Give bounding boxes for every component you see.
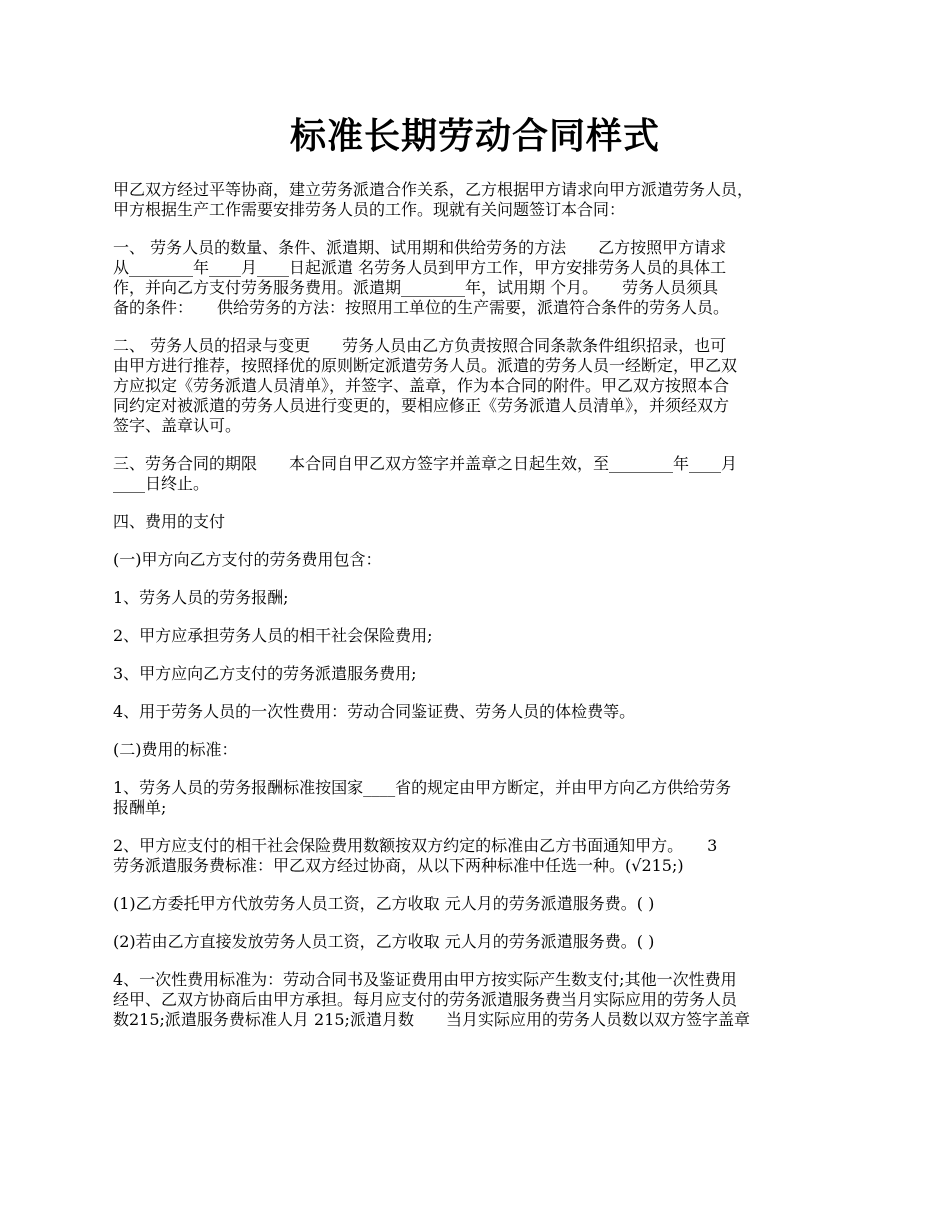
paragraph-line: 同约定对被派遣的劳务人员进行变更的，要相应修正《劳务派遣人员清单》，并须经双方 bbox=[113, 396, 730, 415]
paragraph-line: 4、一次性费用标准为：劳动合同书及鉴证费用由甲方按实际产生数支付;其他一次性费用 bbox=[113, 970, 737, 989]
paragraph-line: 甲方根据生产工作需要安排劳务人员的工作。现就有关问题签订本合同： bbox=[113, 200, 626, 219]
paragraph-line: 三、劳务合同的期限 本合同自甲乙双方签字并盖章之日起生效，至________年____月 bbox=[113, 454, 738, 473]
paragraph-line: (1)乙方委托甲方代放劳务人员工资，乙方收取 元人月的劳务派遣服务费。( ) bbox=[113, 894, 655, 913]
paragraph-line: ____日终止。 bbox=[113, 474, 210, 493]
paragraph-line: 从________年____月____日起派遣 名劳务人员到甲方工作，甲方安排劳务人员的具体工 bbox=[113, 258, 727, 277]
paragraph bbox=[113, 588, 843, 608]
paragraph-line: 签字、盖章认可。 bbox=[113, 416, 242, 435]
paragraph-line: 由甲方进行推荐，按照择优的原则断定派遣劳务人员。派遣的劳务人员一经断定，甲乙双 bbox=[113, 356, 738, 375]
paragraph-line: 1、劳务人员的劳务报酬标准按国家____省的规定由甲方断定，并由甲方向乙方供给劳务 bbox=[113, 778, 732, 797]
paragraph-line: 经甲、乙双方协商后由甲方承担。每月应支付的劳务派遣服务费当月实际应用的劳务人员 bbox=[113, 990, 738, 1009]
paragraph bbox=[113, 894, 843, 914]
paragraph bbox=[113, 454, 843, 494]
paragraph-line: 4、用于劳务人员的一次性费用：劳动合同鉴证费、劳务人员的体检费等。 bbox=[113, 702, 636, 721]
paragraph bbox=[113, 238, 843, 318]
paragraph bbox=[113, 932, 843, 952]
paragraph bbox=[113, 836, 843, 876]
paragraph-line: 一、 劳务人员的数量、条件、派遣期、试用期和供给劳务的方法 乙方按照甲方请求 bbox=[113, 238, 727, 257]
paragraph-line: 四、费用的支付 bbox=[113, 512, 226, 531]
paragraph-line: 1、劳务人员的劳务报酬; bbox=[113, 588, 289, 607]
paragraph bbox=[113, 626, 843, 646]
paragraph-line: 报酬单; bbox=[113, 798, 167, 817]
paragraph bbox=[113, 512, 843, 532]
paragraph-line: 二、 劳务人员的招录与变更 劳务人员由乙方负责按照合同条款条件组织招录，也可 bbox=[113, 336, 727, 355]
paragraph-line: (2)若由乙方直接发放劳务人员工资，乙方收取 元人月的劳务派遣服务费。( ) bbox=[113, 932, 655, 951]
paragraph bbox=[113, 550, 843, 570]
paragraph-line: 2、甲方应承担劳务人员的相干社会保险费用; bbox=[113, 626, 433, 645]
paragraph-line: 2、甲方应支付的相干社会保险费用数额按双方约定的标准由乙方书面通知甲方。 3 bbox=[113, 836, 718, 855]
paragraph-line: (二)费用的标准： bbox=[113, 740, 238, 759]
paragraph bbox=[113, 778, 843, 818]
paragraph bbox=[113, 336, 843, 436]
paragraph-line: 数215;派遣服务费标准人月 215;派遣月数 当月实际应用的劳务人员数以双方签字盖章 bbox=[113, 1010, 750, 1029]
paragraph-line: 作，并向乙方支付劳务服务费用。派遣期________年，试用期 个月。 劳务人员须具 bbox=[113, 278, 719, 297]
paragraph bbox=[113, 664, 843, 684]
paragraph bbox=[113, 740, 843, 760]
paragraph bbox=[113, 702, 843, 722]
paragraph-line: 甲乙双方经过平等协商，建立劳务派遣合作关系，乙方根据甲方请求向甲方派遣劳务人员， bbox=[113, 180, 754, 199]
paragraph-line: 备的条件： 供给劳务的方法：按照用工单位的生产需要，派遣符合条件的劳务人员。 bbox=[113, 298, 730, 317]
paragraph-line: (一)甲方向乙方支付的劳务费用包含： bbox=[113, 550, 382, 569]
paragraph bbox=[113, 970, 843, 1030]
document-body bbox=[113, 180, 843, 1048]
paragraph-line: 劳务派遣服务费标准：甲乙双方经过协商，从以下两种标准中任选一种。(√215;) bbox=[113, 856, 684, 875]
paragraph bbox=[113, 180, 843, 220]
paragraph-line: 3、甲方应向乙方支付的劳务派遣服务费用; bbox=[113, 664, 417, 683]
document-title: 标准长期劳动合同样式 bbox=[289, 115, 660, 157]
paragraph-line: 方应拟定《劳务派遣人员清单》，并签字、盖章，作为本合同的附件。甲乙双方按照本合 bbox=[113, 376, 730, 395]
